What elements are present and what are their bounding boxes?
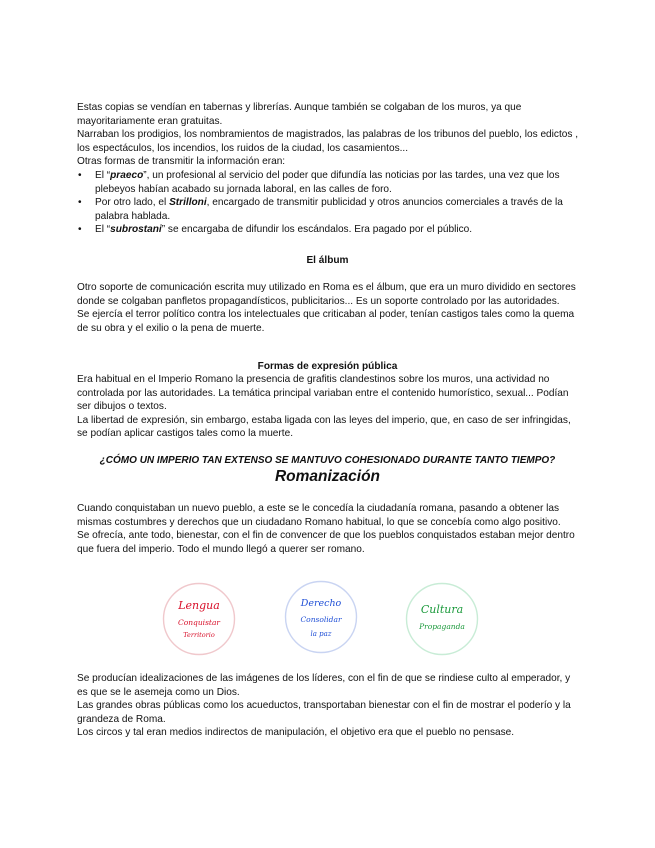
bullet-list	[77, 169, 582, 237]
circle-line: Territorio	[183, 631, 215, 639]
paragraph: Narraban los prodigios, los nombramientos de magistrados, las palabras de los tribunos del pueblo, los edictos , los espectáculos, los incendios, los ruidos de la ciudad, los casamientos...	[77, 129, 579, 154]
circle-title: Derecho	[300, 598, 342, 609]
paragraph: La libertad de expresión, sin embargo, estaba ligada con las leyes del imperio, que, en caso de ser infringidas, se podían aplicar castigos tales como la muerte.	[77, 414, 571, 440]
bullet-text: ” se encargaba de difundir los escándalos. Era pagado por el público.	[161, 224, 473, 236]
paragraph: Se ofrecía, ante todo, bienestar, con el fin de convencer de que los pueblos conquistados estaban mejor dentro que fuera del imperio. Todo el mundo llegó a querer ser romano.	[77, 530, 575, 555]
circle-title: Lengua	[178, 599, 220, 612]
expresion-heading: Formas de expresión pública	[257, 361, 398, 372]
paragraph: Otro soporte de comunicación escrita muy utilizado en Roma es el álbum, que era un muro dividido en sectores donde se colgaban panfletos propagandísticos, publicitarios... Es un soporte controlado por las autoridades.	[77, 282, 576, 307]
bullet-text: El “	[95, 169, 111, 181]
expresion-section	[77, 373, 582, 441]
circle-drawing	[405, 582, 479, 656]
bullet-text: El “	[95, 224, 111, 236]
paragraph: Las grandes obras públicas como los acueductos, transportaban bienestar con el fin de mostrar el poderío y la grandeza de Roma.	[77, 700, 571, 725]
bullet-text: , encargado de transmitir publicidad y otros anuncios comerciales a través de la palabra hablada.	[95, 197, 563, 222]
paragraph: Se producían idealizaciones de las imágenes de los líderes, con el fin de que se rindiese culto al emperador, y es que se le asemeja como un Dios.	[77, 673, 571, 698]
circle-ring	[407, 584, 478, 655]
derecho-circle	[284, 580, 358, 654]
romanizacion-section	[77, 502, 582, 556]
album-heading: El álbum	[306, 255, 349, 266]
album-section	[77, 281, 582, 335]
bullet-item	[77, 169, 582, 196]
bullet-term: praeco	[110, 169, 144, 181]
paragraph: Los circos y tal eran medios indirectos de manipulación, el objetivo era que el pueblo no pensase.	[77, 727, 515, 739]
paragraph: Era habitual en el Imperio Romano la presencia de grafitis clandestinos sobre los muros, una actividad no controlada por las autoridades. La temática principal variaban entre el contenido humorístico, sexual... Podían ser dibujos o textos.	[77, 374, 569, 413]
closing-section	[77, 672, 582, 740]
circle-drawing	[284, 580, 358, 654]
bullet-term: Strilloni	[169, 197, 207, 209]
circle-line: Conquistar	[177, 618, 221, 627]
cultura-circle	[405, 582, 479, 656]
intro-section	[77, 101, 582, 237]
paragraph: Cuando conquistaban un nuevo pueblo, a este se le concedía la ciudadanía romana, pasando a obtener las mismas costumbres y derechos que un ciudadano Romano habitual, lo que se concebía como algo positivo.	[77, 503, 561, 528]
circle-line: la paz	[310, 630, 332, 638]
bullet-term: subrostani	[110, 224, 162, 236]
bullet-text: ”, un profesional al servicio del poder que difundía las noticias por las tardes, una vez que los plebeyos habían acabado su jornada laboral, en las calles de foro.	[95, 169, 560, 195]
question-heading: ¿CÓMO UN IMPERIO TAN EXTENSO SE MANTUVO COHESIONADO DURANTE TANTO TIEMPO?	[99, 455, 556, 466]
circle-line: Consolidar	[300, 615, 342, 624]
paragraph: Otras formas de transmitir la información eran:	[77, 156, 286, 168]
section-title: Romanización	[274, 468, 381, 485]
circle-line: Propaganda	[419, 622, 465, 631]
circle-title: Cultura	[420, 603, 464, 616]
paragraph: Estas copias se vendían en tabernas y librerías. Aunque también se colgaban de los muros, ya que mayoritariamente eran gratuitas.	[77, 102, 522, 127]
bullet-item	[77, 196, 582, 223]
lengua-circle	[162, 582, 236, 656]
paragraph: Se ejercía el terror político contra los intelectuales que criticaban al poder, tenían castigos tales como la quema de su obra y el exilio o la pena de muerte.	[77, 309, 575, 334]
bullet-text: Por otro lado, el	[95, 197, 170, 209]
bullet-item	[77, 223, 582, 237]
circle-drawing	[162, 582, 236, 656]
